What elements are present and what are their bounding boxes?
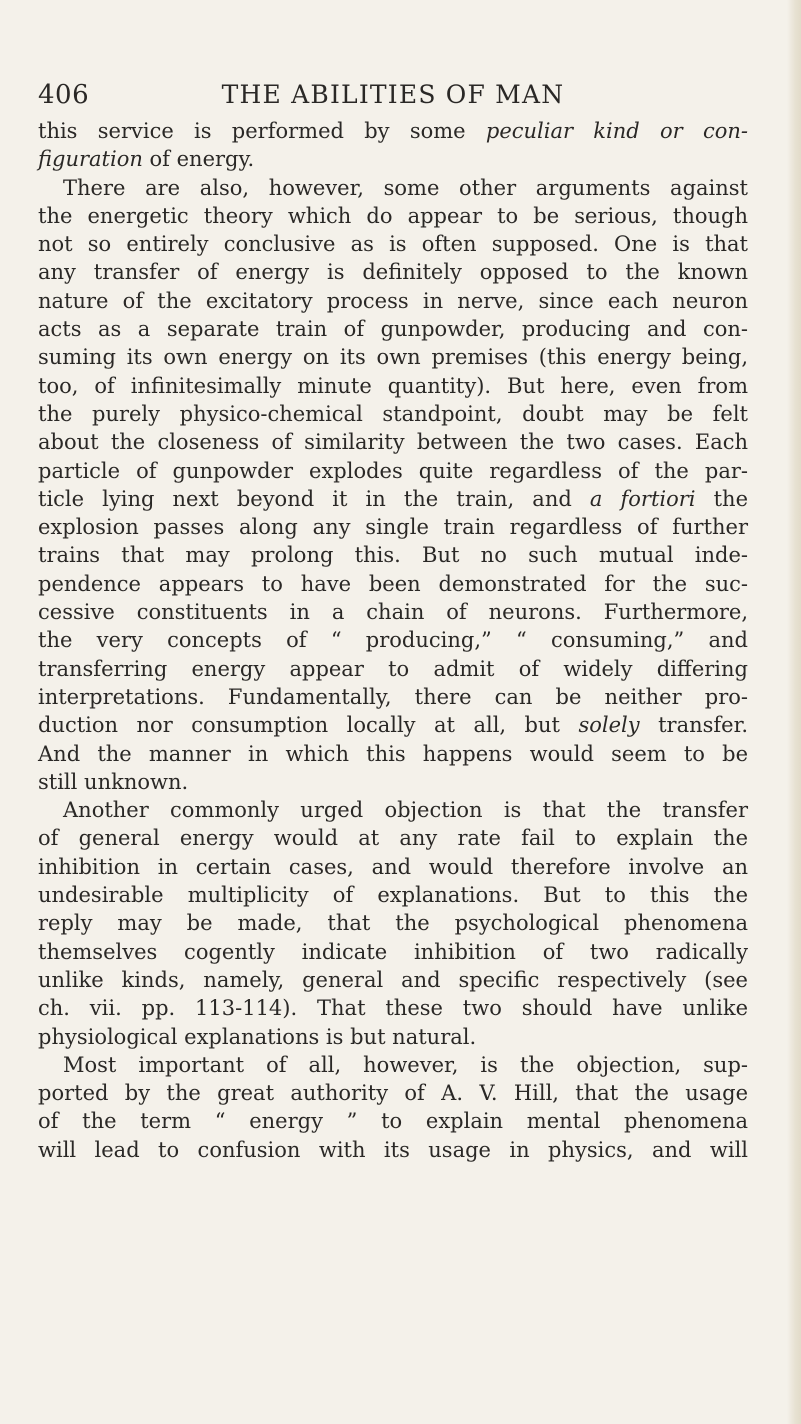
text-line — [38, 343, 748, 371]
text-line — [38, 740, 748, 768]
text-run: still unknown. — [38, 769, 189, 794]
text-line — [38, 796, 748, 824]
text-run: the very concepts of “ producing,” “ consuming,” and — [38, 628, 748, 653]
text-run: the purely physico-chemical standpoint, doubt may be felt — [38, 401, 748, 426]
text-line — [38, 174, 748, 202]
text-line — [38, 626, 748, 654]
text-line — [38, 824, 748, 852]
text-line — [38, 1051, 748, 1079]
text-line — [38, 966, 748, 994]
text-line — [38, 315, 748, 343]
text-line — [38, 570, 748, 598]
text-run: too, of infinitesimally minute quantity). But here, even from — [38, 373, 748, 398]
text-run: physiological explanations is but natural. — [38, 1024, 477, 1049]
text-run: of energy. — [142, 147, 255, 172]
text-run: transferring energy appear to admit of widely differing — [38, 656, 748, 681]
text-line — [38, 117, 748, 145]
text-run: suming its own energy on its own premises (this energy being, — [38, 345, 748, 370]
text-run: this service is performed by some — [38, 119, 486, 143]
text-run: pendence appears to have been demonstrated for the suc- — [38, 571, 748, 596]
text-run: of the term “ energy ” to explain mental phenomena — [38, 1109, 748, 1134]
text-line — [38, 683, 748, 711]
text-line — [38, 202, 748, 230]
italic-run: peculiar kind or con- — [485, 119, 748, 143]
text-run: interpretations. Fundamentally, there can be neither pro- — [38, 684, 748, 709]
text-run: trains that may prolong this. But no such mutual inde- — [38, 543, 748, 568]
text-run: the — [695, 486, 748, 511]
text-run: not so entirely conclusive as is often supposed. One is that — [38, 232, 748, 257]
text-line — [38, 428, 748, 456]
text-run: inhibition in certain cases, and would therefore involve an — [38, 854, 748, 879]
text-run: cessive constituents in a chain of neurons. Furthermore, — [38, 600, 748, 625]
text-run: undesirable multiplicity of explanations. But to this the — [38, 883, 748, 908]
text-line — [38, 372, 748, 400]
text-line — [38, 1023, 748, 1051]
text-run: duction nor consumption locally at all, but — [38, 713, 579, 738]
text-line — [38, 485, 748, 513]
text-run: of general energy would at any rate fail to explain the — [38, 826, 748, 851]
text-line — [38, 994, 748, 1022]
text-run: particle of gunpowder explodes quite regardless of the par- — [38, 458, 748, 483]
text-line — [38, 938, 748, 966]
text-line — [38, 258, 748, 286]
text-run: ch. vii. pp. 113-114). That these two should have unlike — [38, 996, 748, 1021]
running-title: THE ABILITIES OF MAN — [221, 80, 565, 109]
text-run: Another commonly urged objection is that the transfer — [63, 798, 748, 823]
text-line — [38, 655, 748, 683]
text-run: explosion passes along any single train regardless of further — [38, 515, 748, 540]
text-line — [38, 1107, 748, 1135]
text-run: themselves cogently indicate inhibition of two radically — [38, 939, 748, 964]
text-run: unlike kinds, namely, general and specific respectively (see — [38, 967, 748, 992]
italic-run: a fortiori — [589, 486, 696, 511]
text-line — [38, 145, 748, 173]
text-run: There are also, however, some other arguments against — [63, 175, 748, 200]
text-run: about the closeness of similarity between the two cases. Each — [38, 430, 748, 455]
text-run: any transfer of energy is definitely opposed to the known — [38, 260, 748, 285]
text-line — [38, 598, 748, 626]
text-run: the energetic theory which do appear to be serious, though — [38, 203, 748, 228]
text-run: will lead to confusion with its usage in physics, and will — [38, 1137, 748, 1162]
text-line — [38, 1136, 748, 1164]
italic-run: solely — [578, 713, 640, 738]
text-run: nature of the excitatory process in nerve, since each neuron — [38, 288, 748, 313]
text-line — [38, 400, 748, 428]
text-run: Most important of all, however, is the objection, sup- — [63, 1052, 748, 1077]
text-line — [38, 230, 748, 258]
text-run: And the manner in which this happens would seem to be — [38, 741, 748, 766]
text-run: ticle lying next beyond it in the train, and — [38, 486, 590, 511]
text-run: ported by the great authority of A. V. Hill, that the usage — [38, 1081, 748, 1106]
page-number: 406 — [38, 80, 90, 110]
text-line — [38, 853, 748, 881]
text-line — [38, 1079, 748, 1107]
text-line — [38, 909, 748, 937]
text-line — [38, 287, 748, 315]
body-text — [38, 117, 748, 1164]
page-edge-shadow — [787, 0, 801, 1424]
text-run: acts as a separate train of gunpowder, producing and con- — [38, 317, 748, 342]
text-line — [38, 513, 748, 541]
text-line — [38, 457, 748, 485]
text-line — [38, 768, 748, 796]
text-line — [38, 881, 748, 909]
text-line — [38, 711, 748, 739]
text-run: transfer. — [639, 713, 748, 738]
text-run: reply may be made, that the psychological phenomena — [38, 911, 748, 936]
text-line — [38, 541, 748, 569]
italic-run: figuration — [38, 147, 143, 172]
